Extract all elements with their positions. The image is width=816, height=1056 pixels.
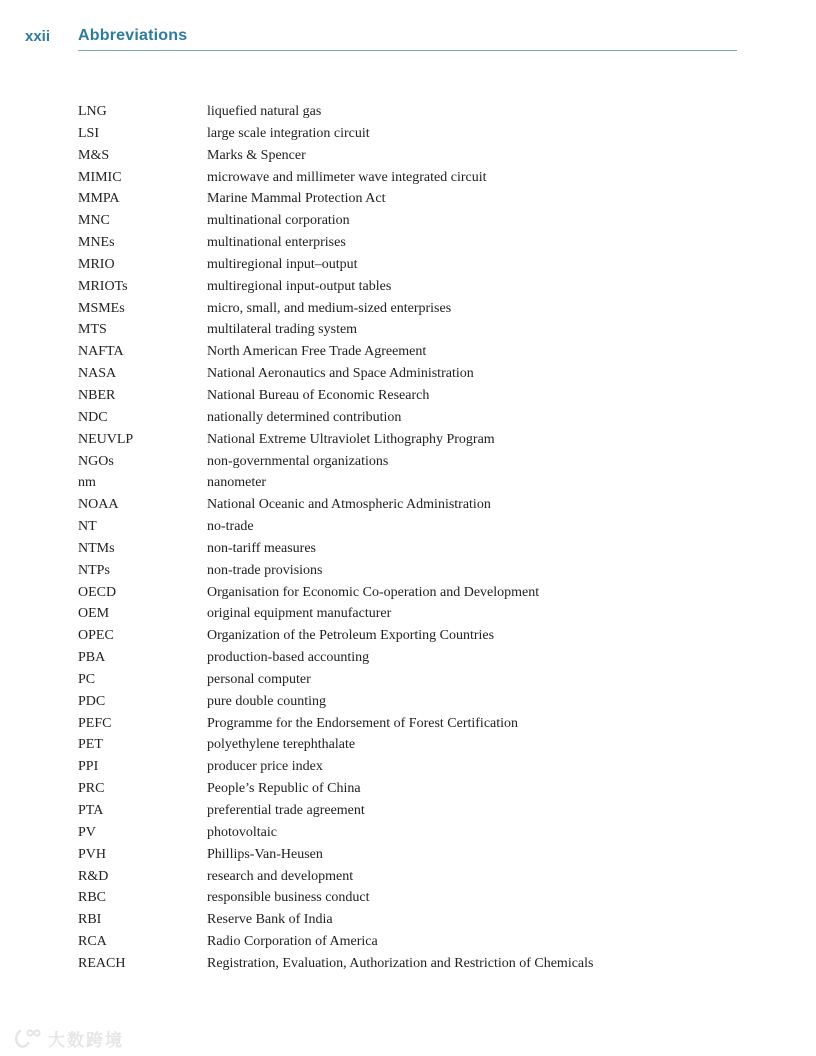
abbreviation-term: RCA: [78, 934, 107, 950]
abbreviation-row: [78, 472, 738, 494]
abbreviation-definition: liquefied natural gas: [207, 104, 322, 119]
abbreviation-definition: nationally determined contribution: [207, 409, 402, 425]
abbreviation-term: RBC: [78, 890, 107, 906]
abbreviation-term: OPEC: [78, 628, 114, 644]
abbreviation-row: [78, 953, 738, 975]
abbreviation-term: NOAA: [78, 497, 119, 513]
abbreviation-term: PRC: [78, 781, 105, 797]
abbreviation-definition: research and development: [207, 868, 354, 884]
abbreviation-row: [78, 145, 738, 167]
abbreviation-row: [78, 516, 738, 538]
watermark-text: 大数跨境: [48, 1031, 124, 1050]
abbreviation-row: [78, 866, 738, 888]
abbreviation-term: nm: [78, 475, 96, 491]
abbreviation-definition: National Oceanic and Atmospheric Administration: [207, 497, 491, 513]
abbreviation-row: [78, 800, 738, 822]
abbreviation-term: PPI: [78, 759, 99, 775]
abbreviation-row: [78, 691, 738, 713]
abbreviation-term: MRIO: [78, 256, 115, 272]
abbreviation-term: NGOs: [78, 453, 114, 469]
running-head-title: Abbreviations: [78, 27, 188, 44]
abbreviation-row: [78, 188, 738, 210]
abbreviation-definition: production-based accounting: [207, 650, 370, 666]
abbreviation-definition: Registration, Evaluation, Authorization and Restriction of Chemicals: [207, 955, 594, 971]
abbreviations-list: [78, 101, 738, 975]
abbreviation-row: [78, 647, 738, 669]
abbreviation-term: NBER: [78, 387, 116, 403]
abbreviation-row: [78, 669, 738, 691]
abbreviation-term: PTA: [78, 803, 104, 818]
abbreviation-term: RBI: [78, 912, 102, 928]
abbreviation-definition: multilateral trading system: [207, 322, 358, 338]
abbreviation-term: MNC: [78, 213, 110, 229]
abbreviation-term: PBA: [78, 650, 106, 666]
abbreviation-row: [78, 341, 738, 363]
abbreviation-definition: multinational enterprises: [207, 235, 346, 251]
abbreviation-definition: National Aeronautics and Space Administration: [207, 366, 474, 382]
abbreviation-row: [78, 298, 738, 320]
abbreviation-row: [78, 844, 738, 866]
abbreviation-term: OEM: [78, 606, 110, 622]
abbreviation-row: [78, 494, 738, 516]
abbreviation-definition: large scale integration circuit: [207, 125, 370, 141]
abbreviation-term: PVH: [78, 846, 107, 862]
abbreviation-definition: National Extreme Ultraviolet Lithography Program: [207, 431, 495, 447]
abbreviation-term: NDC: [78, 409, 108, 425]
abbreviation-definition: multinational corporation: [207, 213, 350, 229]
abbreviation-definition: preferential trade agreement: [207, 803, 365, 818]
abbreviation-definition: producer price index: [207, 759, 323, 775]
watermark: [13, 1026, 124, 1051]
abbreviation-term: PEFC: [78, 715, 112, 731]
abbreviation-term: REACH: [78, 955, 126, 971]
abbreviation-definition: Organisation for Economic Co-operation and Development: [207, 584, 540, 600]
abbreviation-definition: Marks & Spencer: [207, 147, 306, 163]
abbreviation-term: MNEs: [78, 235, 115, 251]
abbreviation-definition: polyethylene terephthalate: [207, 737, 356, 753]
abbreviation-row: [78, 319, 738, 341]
abbreviation-row: [78, 931, 738, 953]
abbreviation-definition: non-trade provisions: [207, 562, 323, 578]
abbreviation-row: [78, 232, 738, 254]
abbreviation-row: [78, 276, 738, 298]
page-number: xxii: [25, 28, 51, 45]
abbreviation-term: MMPA: [78, 191, 120, 207]
abbreviation-row: [78, 429, 738, 451]
abbreviation-row: [78, 254, 738, 276]
abbreviation-definition: micro, small, and medium-sized enterprises: [207, 300, 452, 316]
abbreviation-definition: microwave and millimeter wave integrated circuit: [207, 169, 487, 185]
abbreviation-row: [78, 385, 738, 407]
abbreviation-row: [78, 909, 738, 931]
abbreviation-definition: Reserve Bank of India: [207, 912, 333, 928]
abbreviation-definition: nanometer: [207, 475, 267, 491]
abbreviation-term: OECD: [78, 584, 117, 600]
abbreviation-row: [78, 887, 738, 909]
abbreviation-definition: non-tariff measures: [207, 540, 316, 556]
abbreviation-definition: multiregional input-output tables: [207, 278, 392, 294]
abbreviation-term: R&D: [78, 868, 109, 884]
abbreviation-term: LNG: [78, 104, 107, 119]
abbreviation-term: MTS: [78, 322, 107, 338]
abbreviation-definition: Radio Corporation of America: [207, 934, 378, 950]
abbreviation-row: [78, 101, 738, 123]
abbreviation-term: NT: [78, 519, 97, 535]
abbreviation-term: MIMIC: [78, 169, 122, 185]
abbreviation-row: [78, 625, 738, 647]
abbreviation-row: [78, 363, 738, 385]
abbreviation-definition: non-governmental organizations: [207, 453, 389, 469]
abbreviation-term: PDC: [78, 693, 106, 709]
abbreviation-row: [78, 123, 738, 145]
abbreviation-row: [78, 538, 738, 560]
abbreviation-row: [78, 560, 738, 582]
abbreviation-row: [78, 210, 738, 232]
abbreviation-term: NASA: [78, 366, 117, 382]
abbreviation-row: [78, 451, 738, 473]
abbreviation-definition: no-trade: [207, 519, 254, 535]
abbreviation-definition: People’s Republic of China: [207, 781, 361, 797]
abbreviation-definition: pure double counting: [207, 693, 326, 709]
abbreviation-definition: Programme for the Endorsement of Forest Certification: [207, 715, 519, 731]
header-rule: [78, 50, 737, 51]
abbreviation-term: M&S: [78, 147, 110, 163]
abbreviation-row: [78, 407, 738, 429]
abbreviation-row: [78, 756, 738, 778]
abbreviation-term: NTPs: [78, 562, 110, 578]
abbreviation-row: [78, 734, 738, 756]
abbreviation-definition: personal computer: [207, 671, 311, 687]
abbreviation-term: MRIOTs: [78, 278, 128, 294]
abbreviation-row: [78, 603, 738, 625]
abbreviation-term: PC: [78, 671, 96, 687]
abbreviation-definition: photovoltaic: [207, 824, 277, 840]
abbreviation-term: NEUVLP: [78, 431, 134, 447]
abbreviation-row: [78, 778, 738, 800]
abbreviation-row: [78, 822, 738, 844]
abbreviation-definition: Phillips-Van-Heusen: [207, 846, 323, 862]
abbreviation-definition: original equipment manufacturer: [207, 606, 392, 622]
abbreviation-row: [78, 167, 738, 189]
abbreviation-term: PET: [78, 737, 103, 753]
abbreviation-row: [78, 582, 738, 604]
abbreviation-definition: Organization of the Petroleum Exporting Countries: [207, 628, 495, 644]
abbreviation-definition: multiregional input–output: [207, 256, 358, 272]
abbreviation-definition: responsible business conduct: [207, 890, 370, 906]
abbreviation-term: MSMEs: [78, 300, 125, 316]
abbreviation-definition: North American Free Trade Agreement: [207, 344, 427, 360]
abbreviation-term: LSI: [78, 125, 99, 141]
abbreviation-definition: National Bureau of Economic Research: [207, 387, 430, 403]
abbreviation-term: PV: [78, 824, 96, 840]
abbreviation-definition: Marine Mammal Protection Act: [207, 191, 386, 207]
abbreviation-row: [78, 713, 738, 735]
abbreviation-term: NAFTA: [78, 344, 124, 360]
abbreviation-term: NTMs: [78, 540, 115, 556]
watermark-logo-icon: [13, 1028, 43, 1050]
